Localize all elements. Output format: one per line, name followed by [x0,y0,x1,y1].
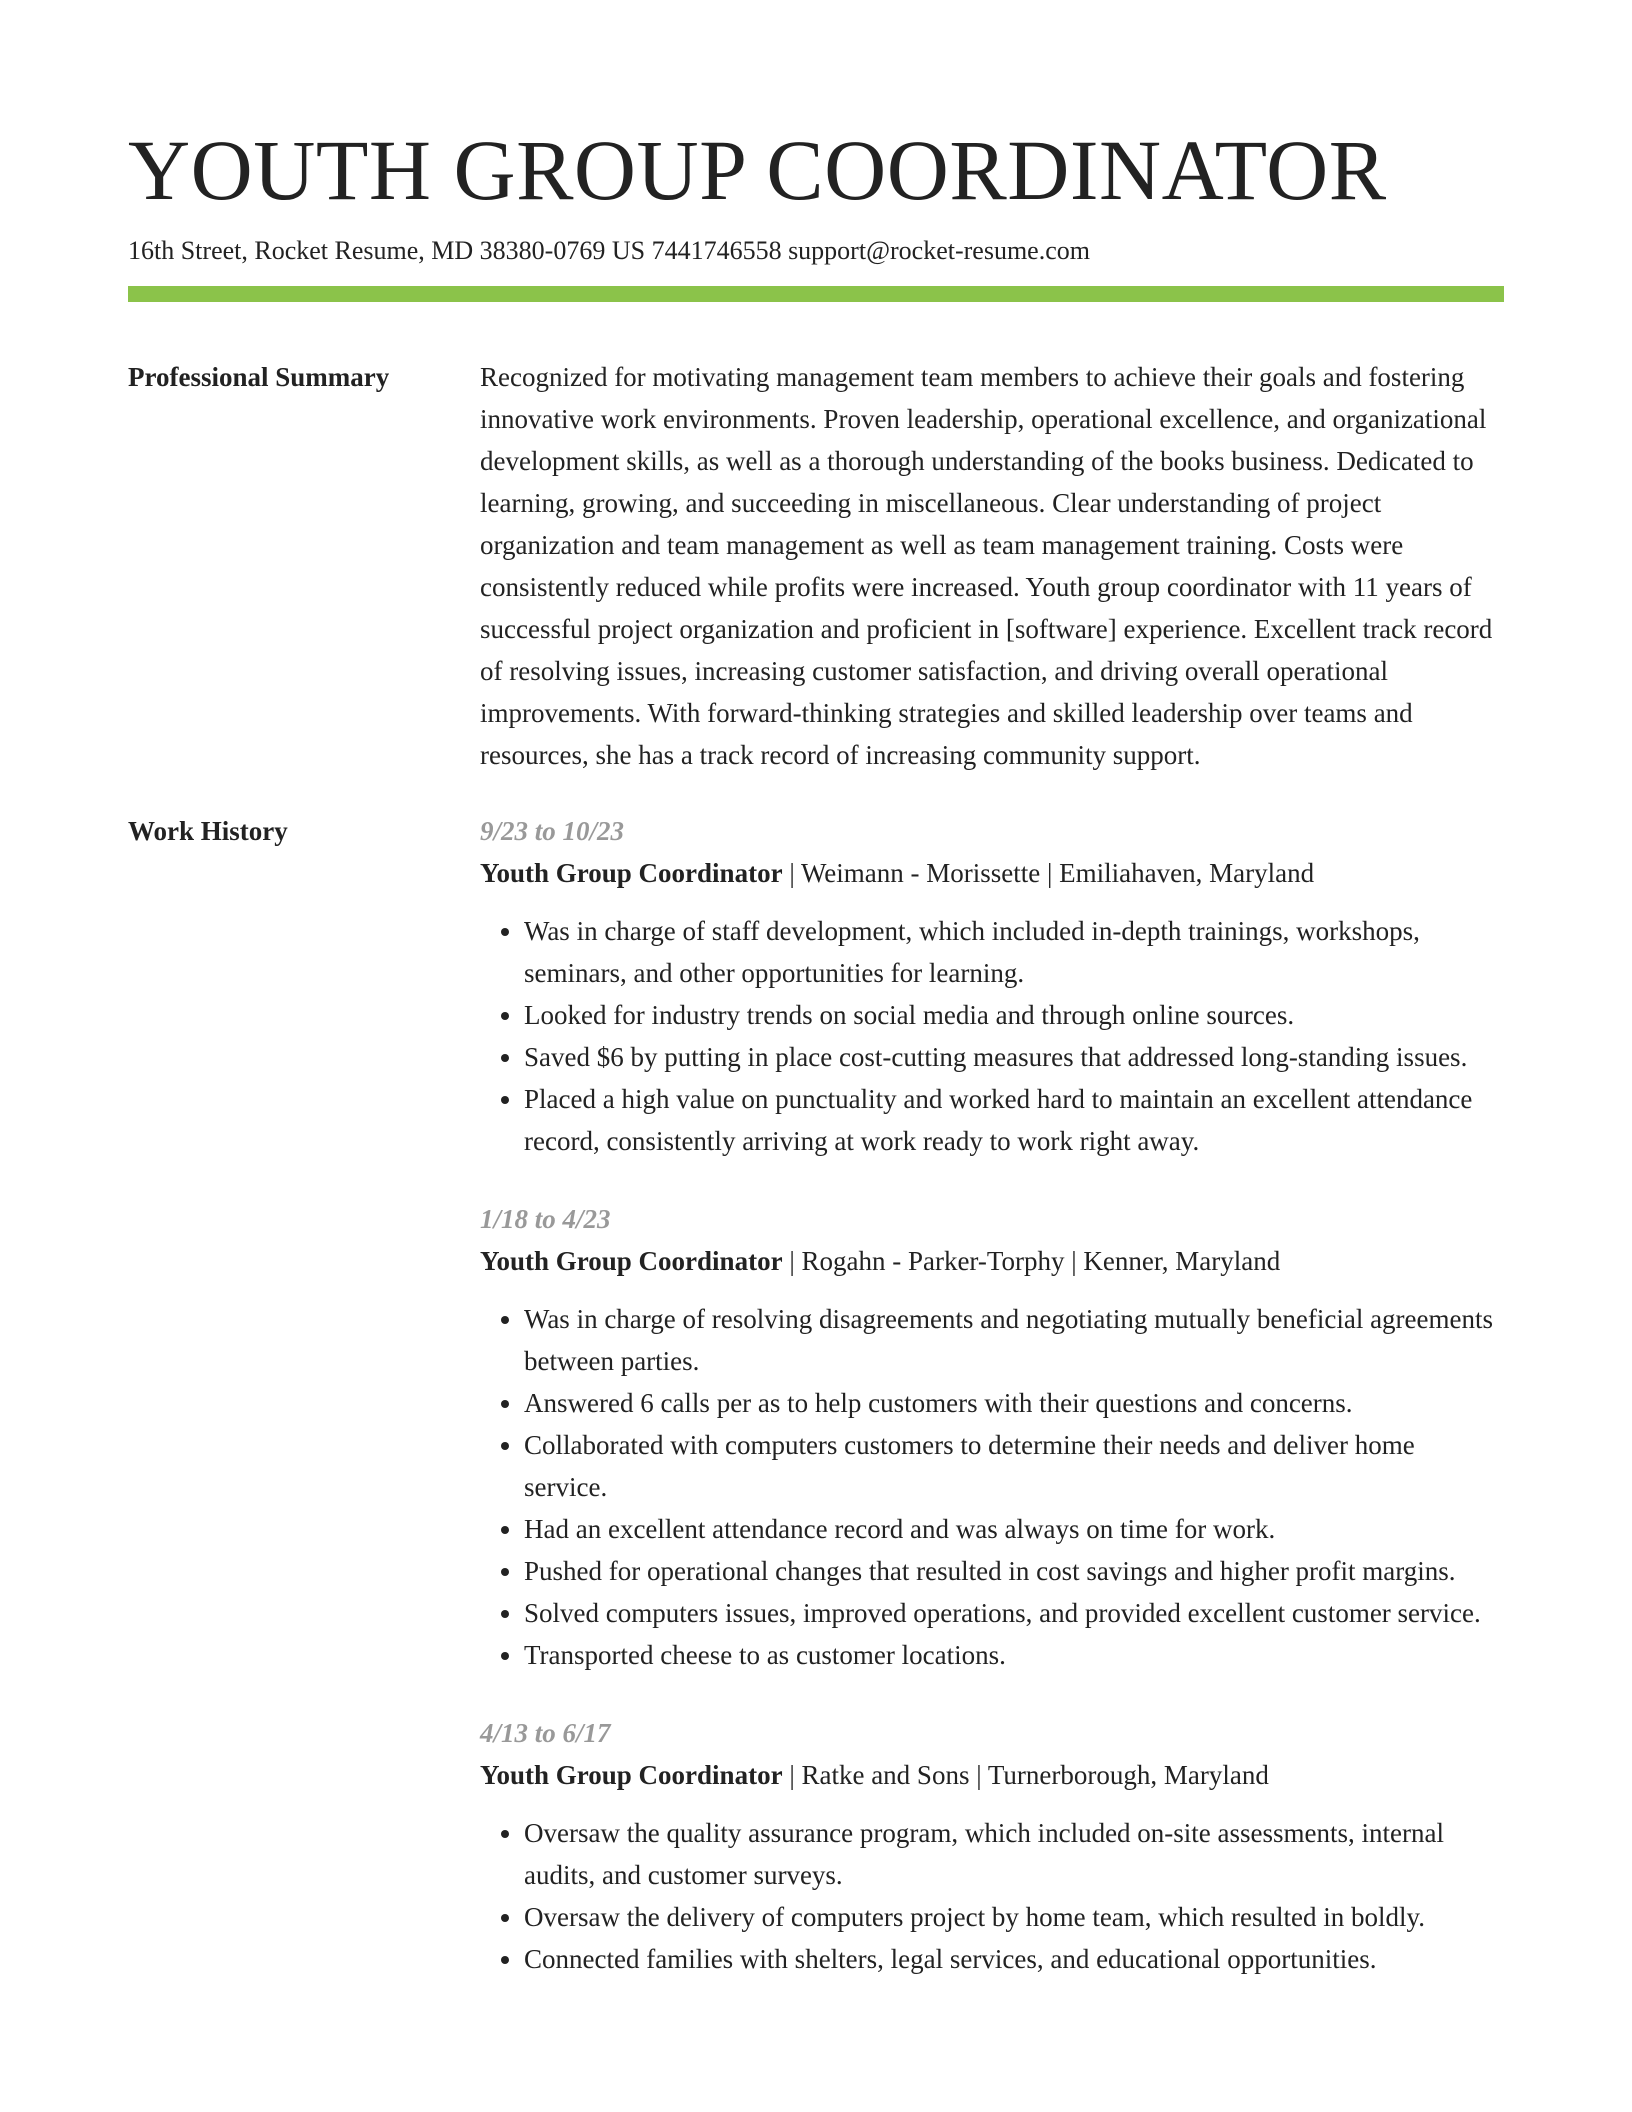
accent-divider [128,286,1504,302]
job-bullet: • Was in charge of resolving disagreements and negotiating mutually beneficial agreements between parties. [524,1298,1504,1382]
job-list [480,810,1504,2016]
job-bullet: • Oversaw the quality assurance program, which included on-site assessments, internal audits, and customer surveys. [524,1812,1504,1896]
job-entry [480,1712,1504,1980]
job-bullet: • Answered 6 calls per as to help customers with their questions and concerns. [524,1382,1504,1424]
job-dates: 1/18 to 4/23 [480,1204,611,1234]
job-bullet: • Oversaw the delivery of computers project by home team, which resulted in boldly. [524,1896,1504,1938]
job-details: | Rogahn - Parker-Torphy | Kenner, Maryland [782,1246,1281,1276]
job-bullet-list [480,1298,1504,1676]
job-bullet: • Pushed for operational changes that resulted in cost savings and higher profit margins. [524,1550,1504,1592]
resume-name-heading: YOUTH GROUP COORDINATOR [128,122,1387,218]
job-dates: 9/23 to 10/23 [480,816,625,846]
job-bullet-list [480,910,1504,1162]
job-bullet: • Collaborated with computers customers to determine their needs and deliver home service. [524,1424,1504,1508]
job-bullet: • Transported cheese to as customer locations. [524,1634,1504,1676]
job-bullet: • Solved computers issues, improved operations, and provided excellent customer service. [524,1592,1504,1634]
job-title-line [480,1754,1504,1796]
summary-text: Recognized for motivating management team members to achieve their goals and fostering innovative work environments. Proven leadership, operational excellence, and organizational development skills, as well as a thorough understanding of the books business. Dedicated to learning, growing, and succeeding in miscellaneous. Clear understanding of project organization and team management as well as team management training. Costs were consistently reduced while profits were increased. Youth group coordinator with 11 years of successful project organization and proficient in [software] experience. Excellent track record of resolving issues, increasing customer satisfaction, and driving overall operational improvements. With forward-thinking strategies and skilled leadership over teams and resources, she has a track record of increasing community support. [480,362,1493,770]
job-title: Youth Group Coordinator [480,858,783,888]
job-bullet: • Had an excellent attendance record and was always on time for work. [524,1508,1504,1550]
professional-summary-section [128,356,1504,776]
job-title-line [480,1240,1504,1282]
contact-line: 16th Street, Rocket Resume, MD 38380-0769 US 7441746558 support@rocket-resume.com [128,236,1090,265]
job-entry [480,1198,1504,1676]
job-entry [480,810,1504,1162]
job-bullet-list [480,1812,1504,1980]
job-title-line [480,852,1504,894]
job-title: Youth Group Coordinator [480,1246,783,1276]
job-title: Youth Group Coordinator [480,1760,783,1790]
section-label-summary: Professional Summary [128,362,390,392]
job-bullet: • Was in charge of staff development, which included in-depth trainings, workshops, seminars, and other opportunities for learning. [524,910,1504,994]
job-bullet: • Saved $6 by putting in place cost-cutting measures that addressed long-standing issues. [524,1036,1504,1078]
resume-page [128,120,1504,2016]
job-bullet: • Connected families with shelters, legal services, and educational opportunities. [524,1938,1504,1980]
section-label-work-history: Work History [128,816,288,846]
work-history-section [128,810,1504,2016]
job-bullet: • Placed a high value on punctuality and worked hard to maintain an excellent attendance record, consistently arriving at work ready to work right away. [524,1078,1504,1162]
job-dates: 4/13 to 6/17 [480,1718,611,1748]
job-details: | Ratke and Sons | Turnerborough, Maryland [782,1760,1269,1790]
job-bullet: • Looked for industry trends on social media and through online sources. [524,994,1504,1036]
job-details: | Weimann - Morissette | Emiliahaven, Maryland [782,858,1315,888]
